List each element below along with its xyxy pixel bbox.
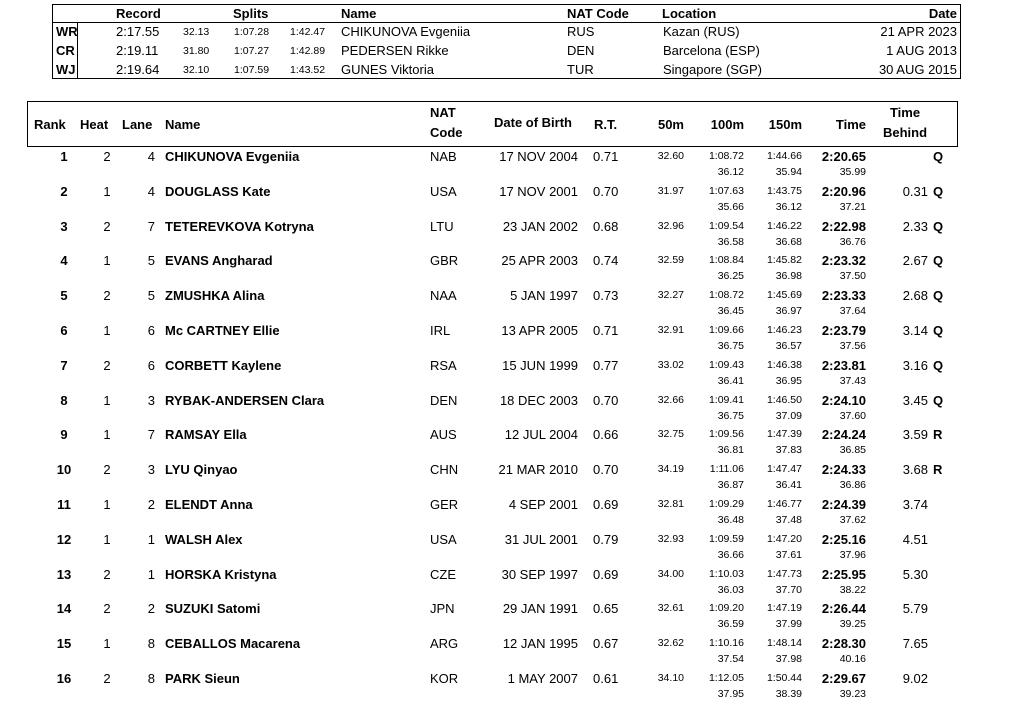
- reaction-time: 0.67: [593, 636, 619, 652]
- qualification-mark: Q: [933, 253, 944, 269]
- record-time: 2:19.64: [116, 62, 160, 77]
- record-split-150: 1:42.89: [290, 45, 326, 57]
- record-time: 2:19.11: [116, 43, 159, 58]
- dob-cell: 13 APR 2005: [501, 323, 578, 338]
- lane-cell: 1: [147, 566, 155, 582]
- lap-split-150m: 36.57: [775, 340, 802, 352]
- split-150m: 1:48.14: [766, 637, 802, 650]
- reaction-time: 0.70: [593, 392, 619, 408]
- time-behind: 3.68: [902, 462, 928, 478]
- lane-cell: 8: [147, 671, 155, 686]
- time-behind: 4.51: [902, 531, 928, 547]
- split-100m: 1:12.05: [708, 672, 744, 684]
- athlete-name: EVANS Angharad: [165, 253, 273, 269]
- rank-cell: 15: [56, 636, 72, 652]
- lap-split-200m: 40.16: [839, 653, 866, 666]
- qualification-mark: Q: [933, 392, 944, 408]
- record-holder-name: PEDERSEN Rikke: [341, 43, 449, 58]
- record-split-100: 1:07.28: [234, 26, 270, 38]
- rank-cell: 9: [60, 427, 68, 443]
- nat-cell: USA: [430, 183, 457, 199]
- dob-cell: 5 JAN 1997: [510, 288, 578, 304]
- split-100m: 1:09.56: [708, 428, 744, 441]
- split-50m: 32.66: [657, 393, 684, 406]
- record-location: Kazan (RUS): [663, 24, 740, 39]
- qualification-mark: Q: [933, 149, 944, 164]
- final-time: 2:24.24: [821, 427, 866, 443]
- nat-cell: GER: [430, 497, 459, 512]
- records-header-date: Date: [928, 6, 957, 21]
- split-150m: 1:47.47: [766, 463, 802, 476]
- col-behind-header-2: Behind: [882, 125, 928, 140]
- dob-cell: 29 JAN 1991: [502, 601, 578, 617]
- lap-split-100m: 36.58: [717, 235, 744, 248]
- dob-cell: 21 MAR 2010: [498, 462, 578, 478]
- final-time: 2:28.30: [821, 636, 866, 652]
- athlete-name: Mc CARTNEY Ellie: [165, 323, 280, 338]
- athlete-name: ELENDT Anna: [165, 497, 253, 512]
- split-100m: 1:08.84: [708, 254, 744, 267]
- record-holder-name: GUNES Viktoria: [341, 62, 434, 77]
- heat-cell: 1: [103, 497, 111, 512]
- lap-split-150m: 36.95: [775, 374, 802, 387]
- split-100m: 1:09.54: [708, 219, 744, 232]
- split-150m: 1:47.19: [766, 602, 802, 615]
- rank-cell: 5: [60, 288, 68, 304]
- lap-split-100m: 37.54: [717, 653, 744, 666]
- athlete-name: HORSKA Kristyna: [165, 566, 277, 582]
- lap-split-200m: 37.56: [839, 340, 866, 352]
- col-50m-header: 50m: [657, 117, 684, 132]
- col-heat-header: Heat: [80, 117, 109, 132]
- lane-cell: 5: [147, 253, 155, 269]
- lane-cell: 2: [147, 601, 155, 617]
- split-100m: 1:09.66: [708, 324, 744, 336]
- lane-cell: 6: [147, 323, 155, 338]
- split-50m: 34.10: [657, 672, 684, 684]
- lap-split-100m: 36.41: [717, 374, 744, 387]
- time-behind: 3.16: [902, 357, 928, 373]
- athlete-name: RYBAK-ANDERSEN Clara: [165, 392, 325, 408]
- record-location: Barcelona (ESP): [663, 43, 760, 58]
- split-100m: 1:09.41: [708, 393, 744, 406]
- time-behind: 7.65: [902, 636, 928, 652]
- rank-cell: 8: [60, 392, 68, 408]
- split-50m: 32.91: [657, 324, 684, 336]
- athlete-name: ZMUSHKA Alina: [165, 288, 265, 304]
- nat-cell: NAA: [430, 288, 457, 304]
- col-time-header: Time: [835, 117, 866, 132]
- record-type: CR: [56, 43, 75, 58]
- final-time: 2:24.10: [821, 392, 866, 408]
- record-split-150: 1:42.47: [290, 26, 326, 38]
- lap-split-150m: 37.98: [775, 653, 802, 666]
- nat-cell: JPN: [430, 601, 455, 617]
- split-150m: 1:47.20: [766, 532, 802, 545]
- qualification-mark: R: [933, 462, 943, 478]
- athlete-name: SUZUKI Satomi: [165, 601, 261, 617]
- dob-cell: 12 JUL 2004: [504, 427, 578, 443]
- record-time: 2:17.55: [116, 24, 160, 39]
- nat-cell: RSA: [430, 357, 457, 373]
- split-100m: 1:08.72: [708, 150, 744, 162]
- dob-cell: 31 JUL 2001: [504, 531, 578, 547]
- rank-cell: 4: [60, 253, 68, 269]
- dob-cell: 17 NOV 2004: [499, 149, 578, 164]
- rank-cell: 2: [60, 183, 68, 199]
- lap-split-100m: 35.66: [717, 200, 744, 213]
- split-50m: 34.00: [657, 567, 684, 580]
- time-behind: 2.68: [902, 288, 928, 304]
- lap-split-150m: 36.12: [775, 200, 802, 213]
- lap-split-200m: 36.76: [839, 235, 866, 248]
- record-date: 30 AUG 2015: [878, 62, 957, 77]
- dob-cell: 25 APR 2003: [501, 253, 578, 269]
- nat-cell: USA: [430, 531, 457, 547]
- qualification-mark: Q: [933, 288, 944, 304]
- split-50m: 32.81: [657, 498, 684, 510]
- qualification-mark: Q: [933, 357, 944, 373]
- athlete-name: TETEREVKOVA Kotryna: [165, 218, 314, 234]
- final-time: 2:24.33: [821, 462, 866, 478]
- lap-split-150m: 38.39: [775, 688, 802, 700]
- dob-cell: 30 SEP 1997: [501, 566, 578, 582]
- split-100m: 1:07.63: [708, 184, 744, 197]
- time-behind: 9.02: [902, 671, 928, 686]
- split-150m: 1:47.39: [766, 428, 802, 441]
- rank-cell: 13: [56, 566, 72, 582]
- lap-split-100m: 36.75: [717, 409, 744, 422]
- rank-cell: 12: [56, 531, 72, 547]
- final-time: 2:25.16: [821, 531, 866, 547]
- heat-cell: 1: [103, 531, 111, 547]
- split-50m: 32.96: [657, 219, 684, 232]
- reaction-time: 0.69: [593, 497, 619, 512]
- heat-cell: 2: [103, 566, 111, 582]
- athlete-name: CHIKUNOVA Evgeniia: [165, 149, 300, 164]
- records-header-divider: [52, 22, 961, 23]
- split-50m: 31.97: [657, 184, 684, 197]
- lap-split-100m: 36.03: [717, 583, 744, 596]
- split-50m: 32.62: [657, 637, 684, 650]
- col-lane-header: Lane: [122, 117, 153, 132]
- lap-split-100m: 36.59: [717, 618, 744, 631]
- split-150m: 1:46.22: [766, 219, 802, 232]
- split-100m: 1:09.43: [708, 358, 744, 371]
- split-150m: 1:46.77: [766, 498, 802, 510]
- qualification-mark: Q: [933, 183, 944, 199]
- rank-cell: 16: [56, 671, 72, 686]
- split-150m: 1:43.75: [766, 184, 802, 197]
- records-header-nat: NAT Code: [567, 6, 629, 21]
- records-header-location: Location: [662, 6, 717, 21]
- lane-cell: 4: [147, 149, 155, 164]
- record-split-50: 31.80: [183, 45, 210, 57]
- record-holder-name: CHIKUNOVA Evgeniia: [341, 24, 471, 39]
- final-time: 2:22.98: [821, 218, 866, 234]
- split-100m: 1:10.03: [708, 567, 744, 580]
- reaction-time: 0.70: [593, 462, 619, 478]
- split-150m: 1:46.50: [766, 393, 802, 406]
- reaction-time: 0.77: [593, 357, 619, 373]
- time-behind: 3.59: [902, 427, 928, 443]
- heat-cell: 2: [103, 601, 111, 617]
- nat-cell: AUS: [430, 427, 457, 443]
- qualification-mark: Q: [933, 323, 944, 338]
- record-date: 21 APR 2023: [880, 24, 957, 39]
- records-header-splits: Splits: [233, 6, 269, 21]
- col-rt-header: R.T.: [594, 117, 618, 132]
- qualification-mark: R: [933, 427, 943, 443]
- athlete-name: DOUGLASS Kate: [165, 183, 271, 199]
- time-behind: 3.14: [902, 323, 928, 338]
- heat-cell: 2: [103, 462, 111, 478]
- record-type: WR: [56, 24, 78, 39]
- heat-cell: 1: [103, 427, 111, 443]
- athlete-name: PARK Sieun: [165, 671, 240, 686]
- final-time: 2:23.79: [821, 323, 866, 338]
- athlete-name: LYU Qinyao: [165, 462, 238, 478]
- col-behind-header-1: Time: [889, 105, 921, 120]
- heat-cell: 1: [103, 323, 111, 338]
- record-split-50: 32.13: [183, 26, 210, 38]
- dob-cell: 23 JAN 2002: [502, 218, 578, 234]
- lap-split-100m: 36.66: [717, 548, 744, 561]
- time-behind: 0.31: [902, 183, 928, 199]
- split-150m: 1:45.82: [766, 254, 802, 267]
- nat-cell: CHN: [430, 462, 459, 478]
- heat-cell: 1: [103, 636, 111, 652]
- heat-cell: 1: [103, 183, 111, 199]
- record-nat: RUS: [567, 24, 595, 39]
- final-time: 2:23.81: [821, 357, 866, 373]
- time-behind: 2.67: [902, 253, 928, 269]
- lane-cell: 8: [147, 636, 155, 652]
- dob-cell: 12 JAN 1995: [502, 636, 578, 652]
- lap-split-200m: 36.86: [839, 479, 866, 492]
- lap-split-150m: 36.97: [775, 305, 802, 318]
- reaction-time: 0.71: [593, 323, 619, 338]
- record-nat: TUR: [567, 62, 594, 77]
- dob-cell: 1 MAY 2007: [507, 671, 578, 686]
- rank-cell: 7: [60, 357, 68, 373]
- dob-cell: 18 DEC 2003: [499, 392, 578, 408]
- reaction-time: 0.70: [593, 183, 619, 199]
- time-behind: 3.45: [902, 392, 928, 408]
- nat-cell: GBR: [430, 253, 459, 269]
- split-50m: 32.61: [657, 602, 684, 615]
- time-behind: 3.74: [902, 497, 928, 512]
- lane-cell: 6: [147, 357, 155, 373]
- split-100m: 1:08.72: [708, 289, 744, 302]
- split-150m: 1:47.73: [766, 567, 802, 580]
- lap-split-200m: 39.25: [839, 618, 866, 631]
- nat-cell: LTU: [430, 218, 454, 234]
- split-50m: 32.93: [657, 532, 684, 545]
- lap-split-200m: 36.85: [839, 444, 866, 457]
- heat-cell: 1: [103, 253, 111, 269]
- lane-cell: 5: [147, 288, 155, 304]
- lap-split-200m: 37.50: [839, 270, 866, 283]
- col-150m-header: 150m: [768, 117, 802, 132]
- split-50m: 32.27: [657, 289, 684, 302]
- record-split-50: 32.10: [183, 64, 210, 76]
- record-date: 1 AUG 2013: [886, 43, 957, 58]
- rank-cell: 10: [56, 462, 72, 478]
- lap-split-150m: 37.83: [775, 444, 802, 457]
- record-split-100: 1:07.59: [234, 64, 270, 76]
- lap-split-100m: 36.87: [717, 479, 744, 492]
- time-behind: 2.33: [902, 218, 928, 234]
- athlete-name: CORBETT Kaylene: [165, 357, 282, 373]
- record-split-100: 1:07.27: [234, 45, 270, 57]
- split-150m: 1:44.66: [766, 150, 802, 162]
- record-location: Singapore (SGP): [663, 62, 762, 77]
- heat-cell: 1: [103, 392, 111, 408]
- nat-cell: IRL: [430, 323, 451, 338]
- split-100m: 1:11.06: [709, 463, 744, 476]
- lap-split-200m: 38.22: [839, 583, 866, 596]
- records-header-name: Name: [341, 6, 377, 21]
- final-time: 2:26.44: [821, 601, 866, 617]
- heat-cell: 2: [103, 149, 111, 164]
- split-150m: 1:45.69: [766, 289, 802, 302]
- reaction-time: 0.66: [593, 427, 619, 443]
- dob-cell: 15 JUN 1999: [502, 357, 578, 373]
- rank-cell: 11: [57, 497, 71, 512]
- lap-split-100m: 36.12: [717, 166, 744, 178]
- record-nat: DEN: [567, 43, 595, 58]
- reaction-time: 0.65: [593, 601, 619, 617]
- nat-cell: ARG: [430, 636, 459, 652]
- dob-cell: 17 NOV 2001: [499, 183, 578, 199]
- lap-split-150m: 37.70: [775, 583, 802, 596]
- record-type: WJ: [56, 62, 76, 77]
- heat-cell: 2: [103, 218, 111, 234]
- lap-split-150m: 37.99: [775, 618, 802, 631]
- split-100m: 1:09.59: [708, 532, 744, 545]
- record-split-150: 1:43.52: [290, 64, 326, 76]
- lap-split-150m: 37.61: [775, 548, 802, 561]
- lap-split-200m: 37.62: [839, 514, 866, 526]
- athlete-name: CEBALLOS Macarena: [165, 636, 301, 652]
- lap-split-100m: 36.45: [717, 305, 744, 318]
- reaction-time: 0.71: [593, 149, 619, 164]
- rank-cell: 14: [56, 601, 72, 617]
- time-behind: 5.79: [902, 601, 928, 617]
- lap-split-100m: 36.48: [717, 514, 744, 526]
- lap-split-200m: 37.60: [839, 409, 866, 422]
- lap-split-200m: 35.99: [839, 166, 866, 178]
- reaction-time: 0.74: [593, 253, 619, 269]
- rank-cell: 1: [60, 149, 68, 164]
- nat-cell: NAB: [430, 149, 457, 164]
- lap-split-200m: 37.43: [839, 374, 866, 387]
- lane-cell: 2: [147, 497, 155, 512]
- lap-split-150m: 36.41: [775, 479, 802, 492]
- qualification-mark: Q: [933, 218, 944, 234]
- rank-cell: 6: [60, 323, 68, 338]
- split-50m: 34.19: [657, 463, 684, 476]
- nat-cell: CZE: [430, 566, 456, 582]
- nat-cell: DEN: [430, 392, 458, 408]
- lap-split-200m: 37.21: [839, 200, 866, 213]
- split-50m: 32.60: [657, 150, 684, 162]
- reaction-time: 0.61: [593, 671, 619, 686]
- final-time: 2:24.39: [821, 497, 866, 512]
- athlete-name: WALSH Alex: [165, 531, 243, 547]
- reaction-time: 0.79: [593, 531, 619, 547]
- lane-cell: 4: [147, 183, 155, 199]
- heat-cell: 2: [103, 357, 111, 373]
- split-150m: 1:50.44: [766, 672, 802, 684]
- final-time: 2:20.65: [821, 149, 866, 164]
- lane-cell: 3: [147, 392, 155, 408]
- lap-split-150m: 36.98: [775, 270, 802, 283]
- nat-cell: KOR: [430, 671, 459, 686]
- split-50m: 32.75: [657, 428, 684, 441]
- col-name-header: Name: [165, 117, 201, 132]
- final-time: 2:29.67: [821, 671, 866, 686]
- split-150m: 1:46.38: [766, 358, 802, 371]
- split-50m: 33.02: [657, 358, 684, 371]
- lane-cell: 7: [147, 218, 155, 234]
- col-100m-header: 100m: [710, 117, 744, 132]
- records-header-record: Record: [116, 6, 161, 21]
- reaction-time: 0.69: [593, 566, 619, 582]
- lap-split-150m: 37.09: [775, 409, 802, 422]
- rank-cell: 3: [60, 218, 68, 234]
- lap-split-100m: 36.25: [717, 270, 744, 283]
- final-time: 2:23.33: [821, 288, 866, 304]
- split-100m: 1:10.16: [708, 637, 744, 650]
- col-rank-header: Rank: [34, 117, 66, 132]
- col-nat-header-2: Code: [430, 125, 463, 140]
- lap-split-150m: 37.48: [775, 514, 802, 526]
- lane-cell: 7: [147, 427, 155, 443]
- final-time: 2:23.32: [821, 253, 866, 269]
- lap-split-200m: 37.96: [839, 548, 866, 561]
- col-nat-header-1: NAT: [430, 105, 456, 120]
- lap-split-200m: 39.23: [839, 688, 866, 700]
- lap-split-150m: 36.68: [775, 235, 802, 248]
- athlete-name: RAMSAY Ella: [165, 427, 247, 443]
- lap-split-200m: 37.64: [839, 305, 866, 318]
- heat-cell: 2: [103, 288, 111, 304]
- lap-split-150m: 35.94: [775, 166, 802, 178]
- split-50m: 32.59: [657, 254, 684, 267]
- lap-split-100m: 36.81: [717, 444, 744, 457]
- reaction-time: 0.68: [593, 218, 619, 234]
- lap-split-100m: 36.75: [717, 340, 744, 352]
- final-time: 2:20.96: [821, 183, 866, 199]
- split-100m: 1:09.29: [708, 498, 744, 510]
- final-time: 2:25.95: [821, 566, 866, 582]
- lane-cell: 3: [147, 462, 155, 478]
- time-behind: 5.30: [902, 566, 928, 582]
- dob-cell: 4 SEP 2001: [508, 497, 578, 512]
- heat-cell: 2: [103, 671, 111, 686]
- lane-cell: 1: [147, 531, 155, 547]
- split-150m: 1:46.23: [766, 324, 802, 336]
- col-dob-header: Date of Birth: [494, 115, 572, 130]
- split-100m: 1:09.20: [708, 602, 744, 615]
- reaction-time: 0.73: [593, 288, 619, 304]
- lap-split-100m: 37.95: [717, 688, 744, 700]
